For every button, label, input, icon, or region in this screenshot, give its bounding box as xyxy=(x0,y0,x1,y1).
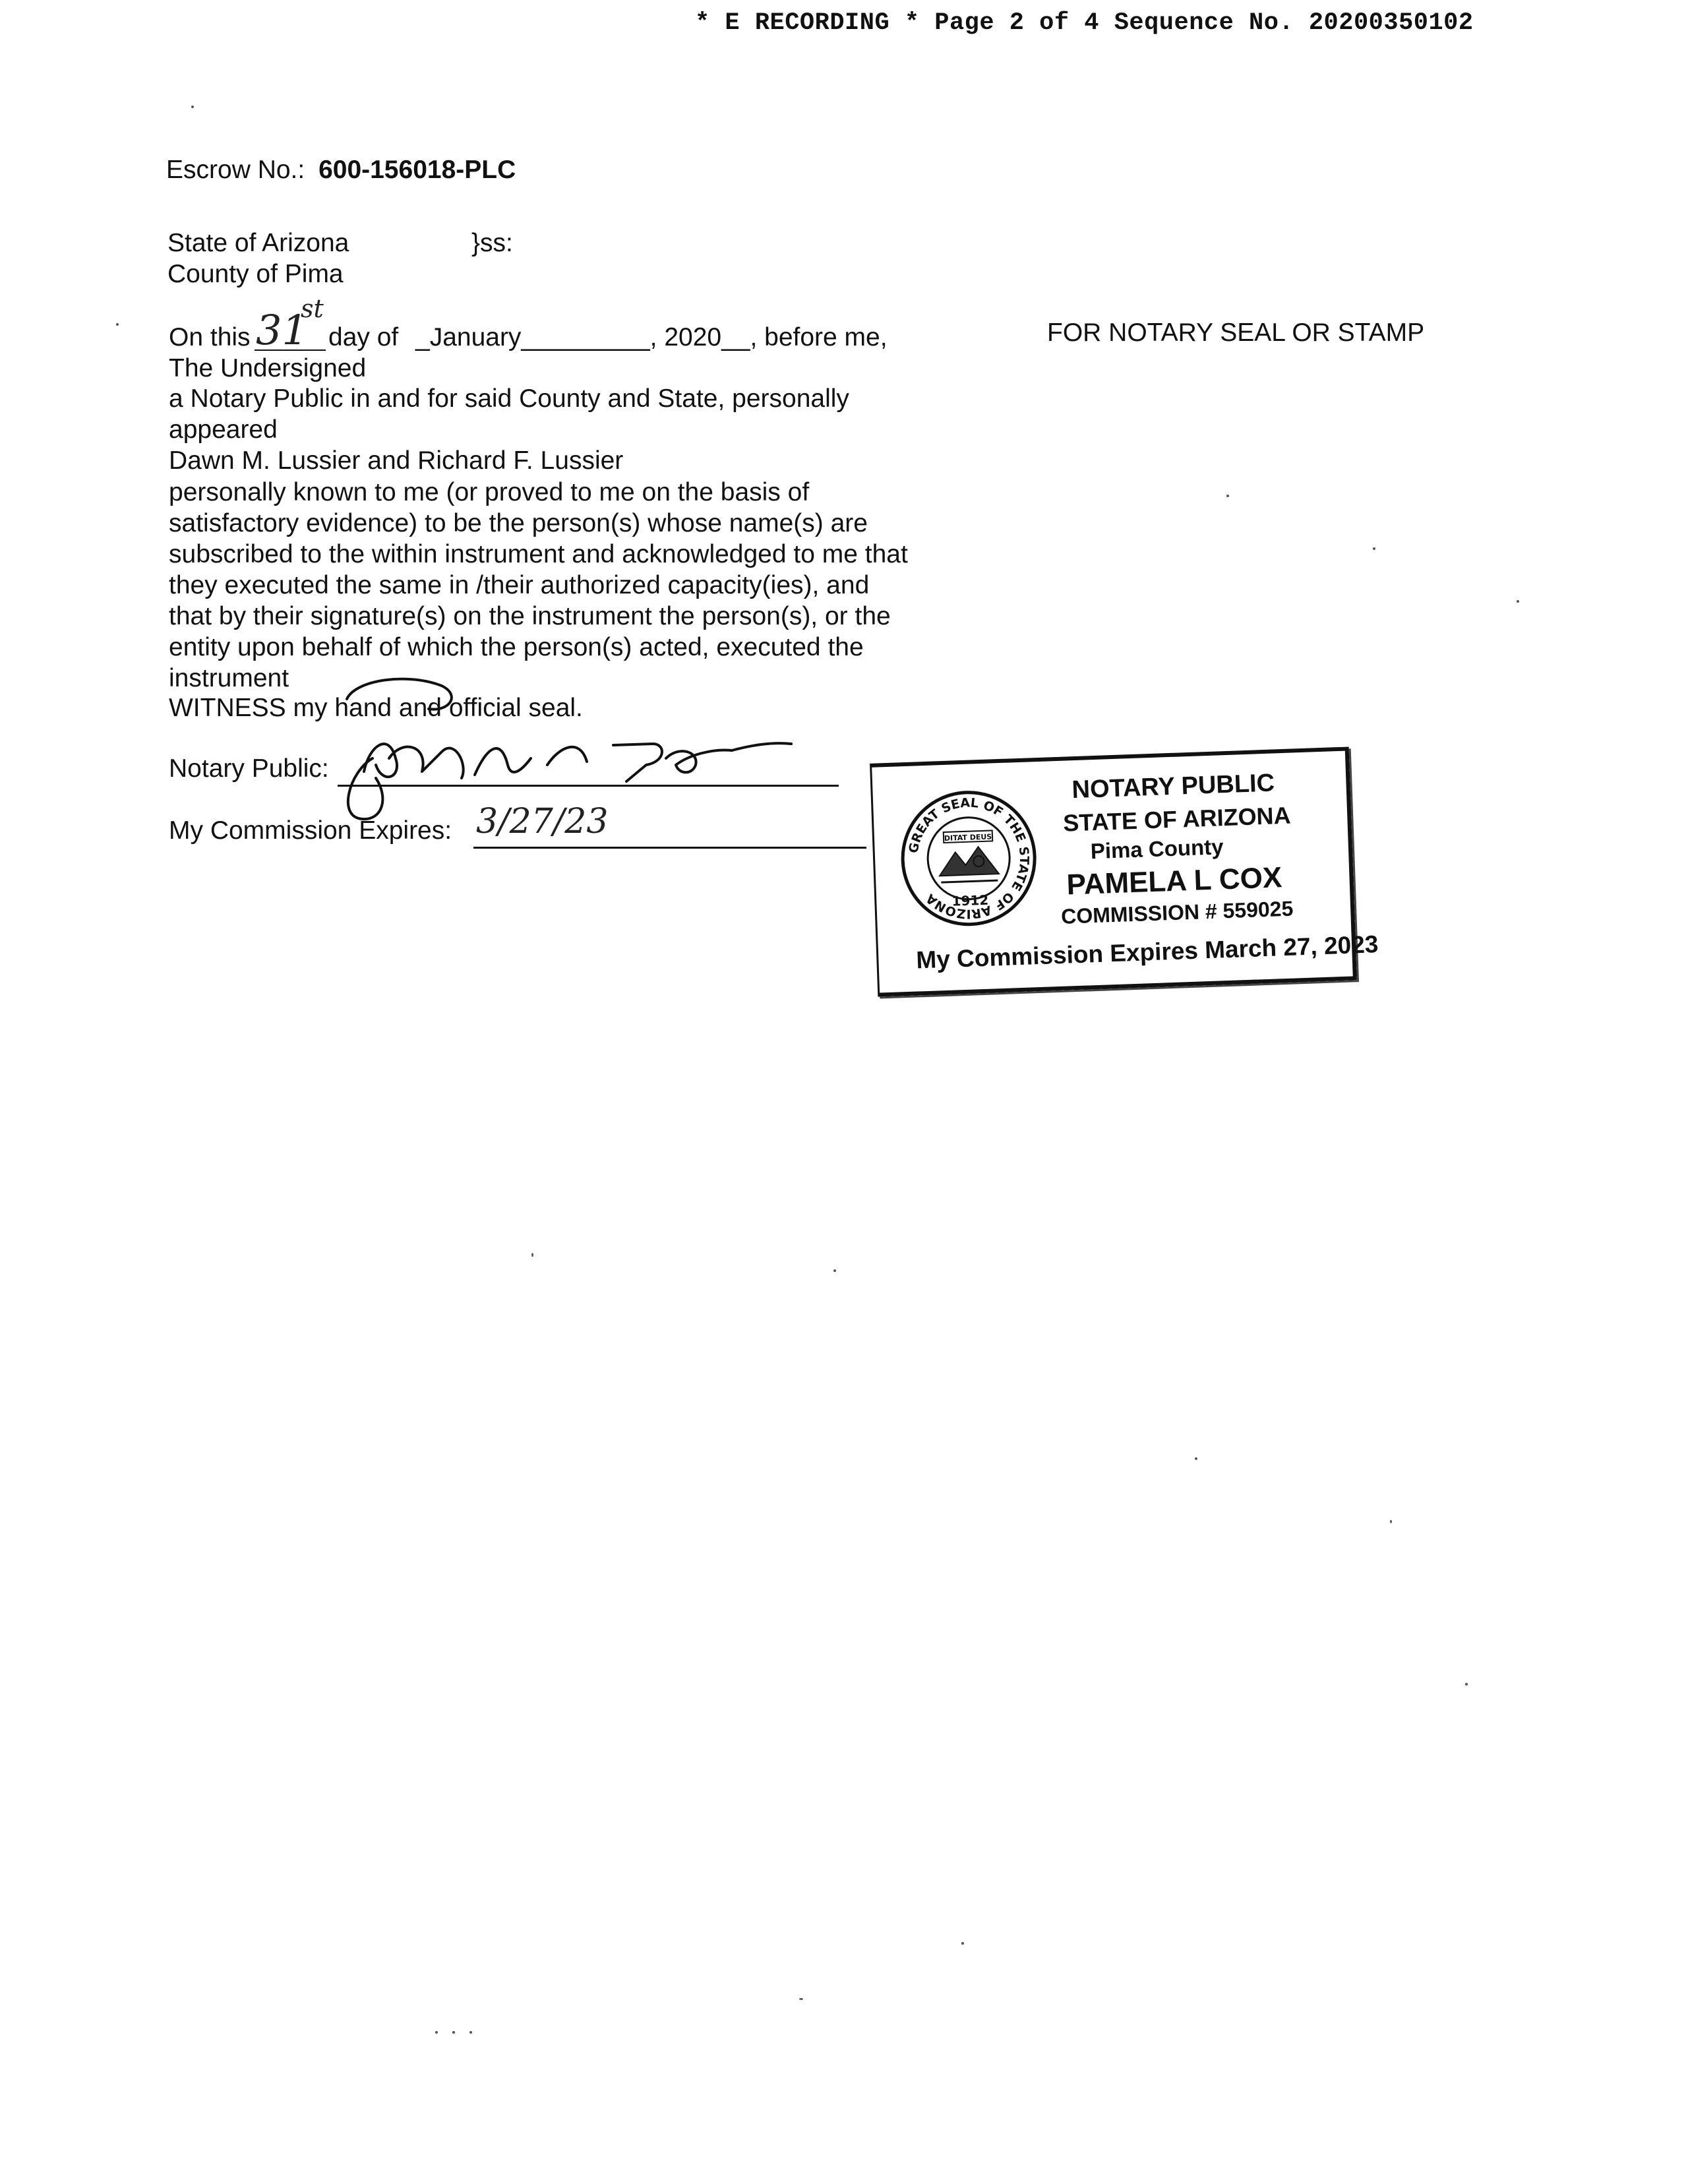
seal-year: 1912 xyxy=(951,892,989,909)
commission-handwritten-date: 3/27/23 xyxy=(476,802,609,841)
notary-public-label: Notary Public: xyxy=(169,754,329,783)
on-this-label: On this xyxy=(169,323,251,351)
seal-motto: DITAT DEUS xyxy=(944,832,992,843)
escrow-line xyxy=(166,156,516,185)
scan-speck xyxy=(1465,1683,1468,1685)
body-lines xyxy=(169,477,908,694)
seal-ring-text: GREAT SEAL OF THE STATE OF ARIZONA xyxy=(906,795,1032,921)
stamp-line-2: STATE OF ARIZONA xyxy=(1062,801,1292,837)
scan-speck xyxy=(1390,1520,1392,1523)
body-line: personally known to me (or proved to me on the basis of xyxy=(169,478,810,506)
scan-speck xyxy=(833,1269,836,1272)
stamp-line-3: Pima County xyxy=(1090,834,1224,864)
commission-line xyxy=(473,847,866,849)
scan-speck xyxy=(469,2031,472,2034)
notary-signature xyxy=(310,666,824,824)
stamp-line-6: My Commission Expires March 27, 2023 xyxy=(915,930,1379,974)
parties-line: Dawn M. Lussier and Richard F. Lussier xyxy=(169,446,624,475)
scan-speck xyxy=(116,323,119,326)
state-seal-icon xyxy=(897,787,1040,930)
recording-header: * E RECORDING * Page 2 of 4 Sequence No. 20200350102 xyxy=(695,9,1474,37)
body-line: subscribed to the within instrument and acknowledged to me that xyxy=(169,540,908,568)
month-year-text: _January_________, 2020__, before me, xyxy=(415,323,888,351)
notary-line-1: a Notary Public in and for said County and State, personally xyxy=(169,384,849,413)
scan-speck xyxy=(1195,1457,1197,1460)
scan-speck xyxy=(531,1253,533,1257)
day-of-label: day of xyxy=(328,323,399,351)
notary-line-2: appeared xyxy=(169,415,278,444)
notary-stamp xyxy=(870,746,1379,997)
body-line: entity upon behalf of which the person(s) acted, executed the xyxy=(169,633,864,661)
scan-speck xyxy=(435,2031,438,2034)
venue-county: County of Pima xyxy=(167,260,344,288)
body-line: that by their signature(s) on the instrument the person(s), or the xyxy=(169,602,891,630)
handwritten-day: 31 xyxy=(256,306,308,354)
stamp-line-5: COMMISSION # 559025 xyxy=(1060,896,1294,928)
undersigned-line: The Undersigned xyxy=(169,354,367,382)
scan-speck xyxy=(799,1998,803,2000)
handwritten-day-suffix: st xyxy=(301,294,324,323)
body-line: they executed the same in /their authorized capacity(ies), and xyxy=(169,571,870,599)
witness-line: WITNESS my hand and official seal. xyxy=(169,694,583,722)
scan-speck xyxy=(1226,495,1229,497)
venue-state: State of Arizona xyxy=(167,229,349,257)
stamp-line-4: PAMELA L COX xyxy=(1066,861,1283,901)
scan-speck xyxy=(191,106,194,108)
day-underline xyxy=(255,349,326,351)
venue-ss: }ss: xyxy=(471,229,513,257)
seal-box-label: FOR NOTARY SEAL OR STAMP xyxy=(1047,318,1425,347)
escrow-label: Escrow No.: xyxy=(166,156,305,184)
scan-speck xyxy=(1517,600,1519,603)
commission-label: My Commission Expires: xyxy=(169,816,452,845)
body-line: satisfactory evidence) to be the person(s) whose name(s) are xyxy=(169,509,868,537)
scan-speck xyxy=(452,2031,455,2034)
body-line: instrument xyxy=(169,664,289,692)
scan-speck xyxy=(961,1942,964,1945)
escrow-number: 600-156018-PLC xyxy=(318,156,516,184)
stamp-line-1: NOTARY PUBLIC xyxy=(1071,769,1275,804)
scan-speck xyxy=(1373,547,1375,550)
